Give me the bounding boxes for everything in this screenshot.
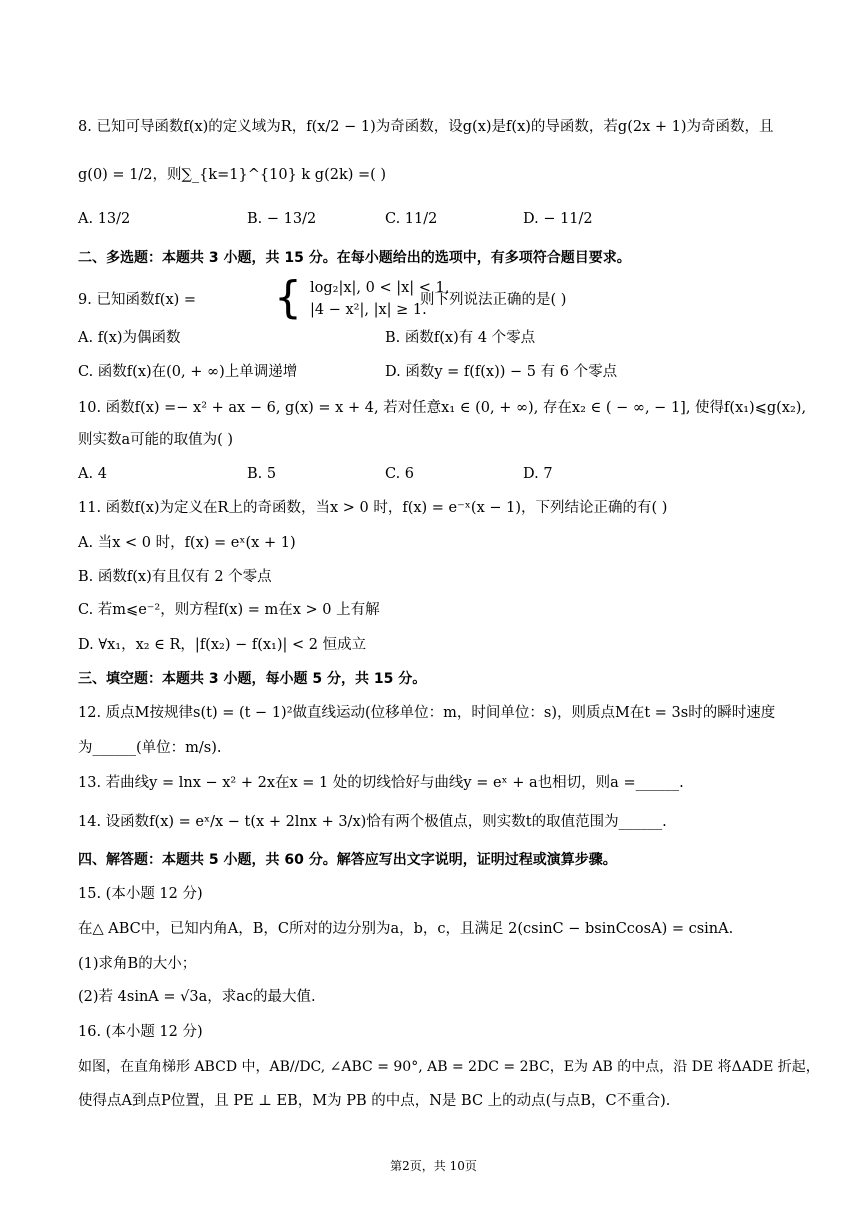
q9-case2: |4 − x²|, |x| ≥ 1. xyxy=(310,302,427,318)
brace-symbol: { xyxy=(274,272,302,323)
section-multiple-choice-heading: 二、多选题：本题共 3 小题，共 15 分。在每小题给出的选项中，有多项符合题目要求。 xyxy=(78,250,631,266)
q12-line2: 为______(单位：m/s). xyxy=(78,740,222,756)
q10-option-b: B. 5 xyxy=(247,466,277,482)
q9-option-d: D. 函数y = f(f(x)) − 5 有 6 个零点 xyxy=(385,364,618,380)
q14-line: 14. 设函数f(x) = eˣ/x − t(x + 2lnx + 3/x)恰有两个极值点，则实数t的取值范围为______. xyxy=(78,814,667,830)
q16-title: 16. (本小题 12 分) xyxy=(78,1024,203,1040)
q11-option-b: B. 函数f(x)有且仅有 2 个零点 xyxy=(78,569,272,585)
q9-tail: 则下列说法正确的是( ) xyxy=(420,292,567,308)
q15-line1: 在△ ABC中，已知内角A，B，C所对的边分别为a，b，c，且满足 2(csinC − bsinCcosA) = csinA. xyxy=(78,921,734,937)
page-footer: 第2页，共 10页 xyxy=(390,1159,477,1173)
q10-option-c: C. 6 xyxy=(385,466,415,482)
q13-line: 13. 若曲线y = lnx − x² + 2x在x = 1 处的切线恰好与曲线y = eˣ + a也相切，则a =______. xyxy=(78,775,684,791)
q10-line1: 10. 函数f(x) =− x² + ax − 6, g(x) = x + 4, 若对任意x₁ ∈ (0, + ∞), 存在x₂ ∈ ( − ∞, − 1], 使得f(x₁)⩽g(x₂), xyxy=(78,400,807,416)
q15-title: 15. (本小题 12 分) xyxy=(78,886,203,902)
q11-line1: 11. 函数f(x)为定义在R上的奇函数，当x > 0 时，f(x) = e⁻ˣ(x − 1)，下列结论正确的有( ) xyxy=(78,500,668,516)
q16-line2: 使得点A到点P位置，且 PE ⊥ EB，M为 PB 的中点，N是 BC 上的动点(与点B，C不重合). xyxy=(78,1093,671,1109)
q10-line2: 则实数a可能的取值为( ) xyxy=(78,432,234,448)
q11-option-c: C. 若m⩽e⁻²，则方程f(x) = m在x > 0 上有解 xyxy=(78,602,380,618)
q9-lead: 9. 已知函数f(x) = xyxy=(78,292,197,308)
q9-option-b: B. 函数f(x)有 4 个零点 xyxy=(385,330,536,346)
q9-option-a: A. f(x)为偶函数 xyxy=(78,330,181,346)
q15-part1: (1)求角B的大小； xyxy=(78,956,197,972)
q15-part2: (2)若 4sinA = √3a，求ac的最大值. xyxy=(78,989,316,1005)
q9-case1: log₂|x|, 0 < |x| < 1, xyxy=(310,280,450,296)
q8-line1: 8. 已知可导函数f(x)的定义域为R，f(x/2 − 1)为奇函数，设g(x)是f(x)的导函数，若g(2x + 1)为奇函数，且 xyxy=(78,119,774,135)
section-fill-blank-heading: 三、填空题：本题共 3 小题，每小题 5 分，共 15 分。 xyxy=(78,671,427,687)
q8-option-c: C. 11/2 xyxy=(385,211,438,227)
section-solution-heading: 四、解答题：本题共 5 小题，共 60 分。解答应写出文字说明，证明过程或演算步骤。 xyxy=(78,852,617,868)
q8-option-d: D. − 11/2 xyxy=(523,211,593,227)
q9-option-c: C. 函数f(x)在(0, + ∞)上单调递增 xyxy=(78,364,298,380)
q11-option-d: D. ∀x₁，x₂ ∈ R，|f(x₂) − f(x₁)| < 2 恒成立 xyxy=(78,637,367,653)
q11-option-a: A. 当x < 0 时，f(x) = eˣ(x + 1) xyxy=(78,535,296,551)
q8-option-b: B. − 13/2 xyxy=(247,211,317,227)
q8-line2: g(0) = 1/2，则∑_{k=1}^{10} k g(2k) =( ) xyxy=(78,167,387,183)
q8-option-a: A. 13/2 xyxy=(78,211,131,227)
q12-line1: 12. 质点M按规律s(t) = (t − 1)²做直线运动(位移单位：m，时间单位：s)，则质点M在t = 3s时的瞬时速度 xyxy=(78,705,776,721)
q16-line1: 如图，在直角梯形 ABCD 中，AB//DC, ∠ABC = 90°, AB = 2DC = 2BC，E为 AB 的中点，沿 DE 将ΔADE 折起， xyxy=(78,1059,820,1075)
q10-option-d: D. 7 xyxy=(523,466,553,482)
q10-option-a: A. 4 xyxy=(78,466,107,482)
